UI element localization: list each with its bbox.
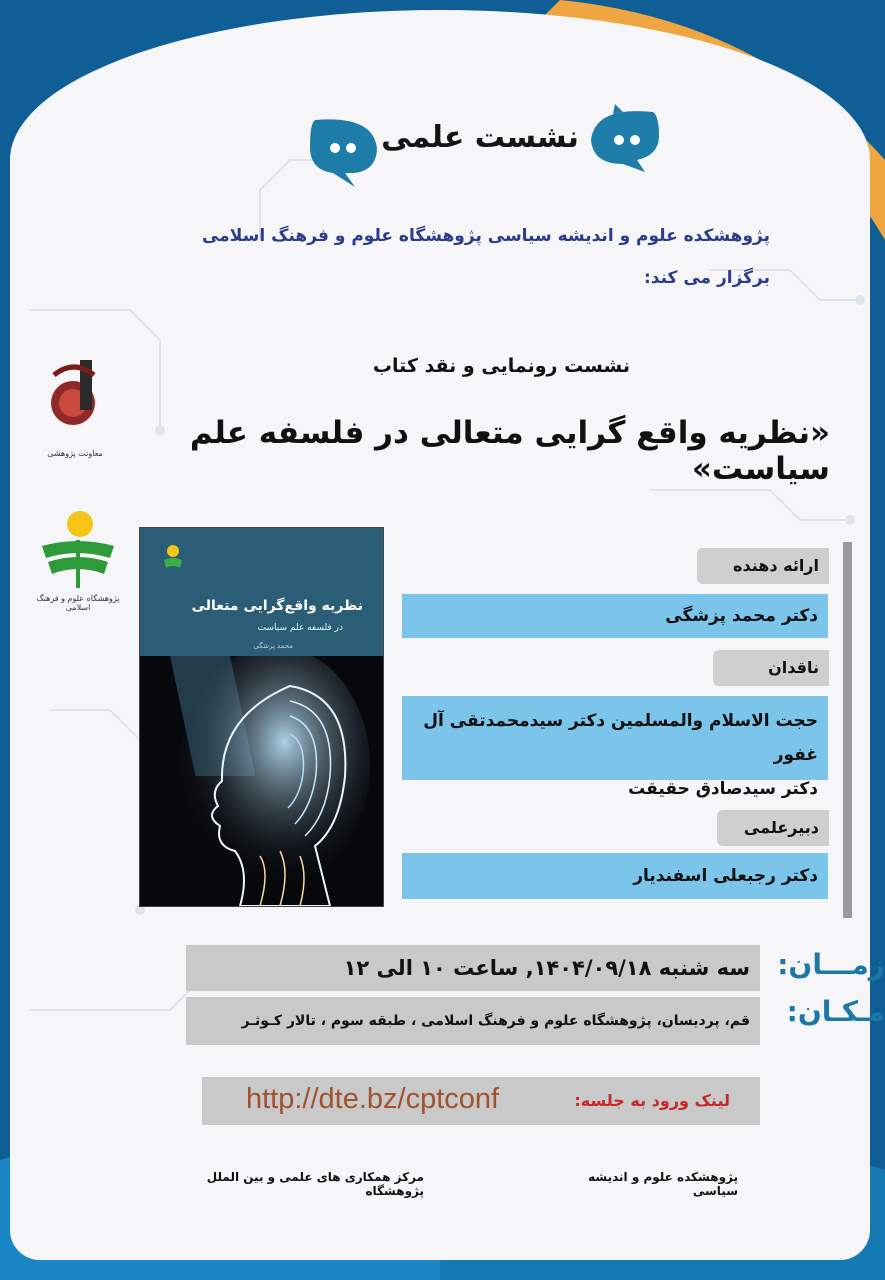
- cover-head-illustration: [140, 656, 383, 906]
- event-subtitle: نشست رونمایی و نقد کتاب: [372, 355, 630, 377]
- roles-divider: [843, 542, 852, 918]
- logo-caption: معاونت پژوهشی: [47, 449, 103, 458]
- page-title: نشست علمی: [381, 120, 579, 155]
- critic-name: دکتر سیدصادق حقیقت: [628, 779, 818, 799]
- time-label: زمـــان:: [777, 948, 885, 981]
- cover-logo-icon: [162, 542, 184, 572]
- time-value: سه شنبه ۱۴۰۴/۰۹/۱۸, ساعت ۱۰ الی ۱۲: [186, 945, 760, 991]
- meeting-link-label: لینک ورود به جلسه:: [574, 1091, 730, 1110]
- book-title: «نظریه واقع گرایی متعالی در فلسفه علم سیاست»: [189, 415, 830, 487]
- speech-bubble-icon: [585, 100, 663, 172]
- organizer-name: پژوهشکده علوم و اندیشه سیاسی پژوهشگاه علوم و فرهنگ اسلامی: [201, 226, 770, 246]
- meeting-link-box[interactable]: [202, 1077, 760, 1125]
- cover-author: محمد پزشگی: [253, 642, 293, 650]
- place-value: قم، پردیسان، پژوهشگاه علوم و فرهنگ اسلامی ، طبقه سوم ، تالار کـوثـر: [186, 997, 760, 1045]
- critics-label: ناقدان: [713, 650, 829, 686]
- critics-box: [402, 696, 828, 799]
- book-cover: [139, 527, 384, 907]
- logo-caption: پژوهشگاه علوم و فرهنگ اسلامی: [36, 594, 120, 612]
- cover-header: [140, 528, 383, 656]
- secretary-label: دبیرعلمی: [717, 810, 829, 846]
- organizer-action: برگزار می کند:: [643, 268, 770, 288]
- cover-title: نظریه واقع‌گرایی متعالی: [191, 598, 363, 614]
- critic-name: حجت الاسلام والمسلمین دکتر سیدمحمدتقی آل غفور: [423, 711, 818, 765]
- secretary-name: دکتر رجبعلی اسفندیار: [402, 853, 828, 899]
- footer-center: مرکز همکاری های علمی و بین الملل پژوهشگاه: [206, 1170, 424, 1198]
- cover-subtitle: در فلسفه علم سیاست: [257, 623, 343, 633]
- place-label: مـکـان:: [786, 995, 885, 1028]
- research-deputy-logo: [40, 355, 110, 475]
- institute-logo: [28, 510, 128, 620]
- meeting-link-url[interactable]: http://dte.bz/cptconf: [246, 1083, 500, 1115]
- footer-institute: پژوهشکده علوم و اندیشه سیاسی: [588, 1170, 738, 1198]
- presenter-label: ارائه دهنده: [697, 548, 829, 584]
- presenter-name: دکتر محمد پزشگی: [402, 594, 828, 638]
- speech-bubble-icon: [305, 115, 383, 187]
